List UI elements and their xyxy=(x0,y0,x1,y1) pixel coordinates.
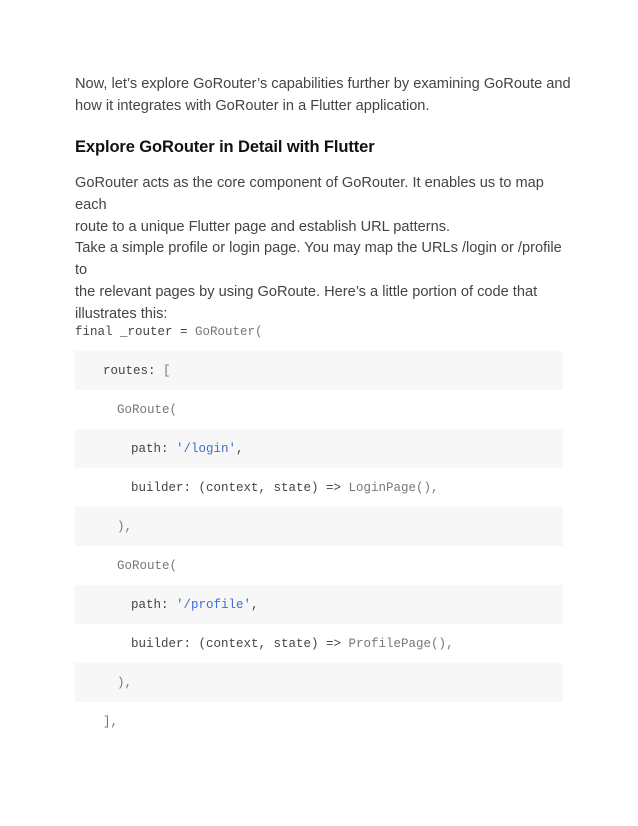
code-token: [ xyxy=(163,363,171,378)
intro-paragraph xyxy=(75,73,575,117)
p2-line-1: Take a simple profile or login page. You may map the URLs /login or /profile to xyxy=(75,240,562,278)
code-block xyxy=(75,312,563,741)
code-string: '/profile' xyxy=(176,597,252,612)
code-token: GoRoute( xyxy=(117,558,178,573)
code-token: path: xyxy=(131,597,177,612)
p2-line-2: the relevant pages by using GoRoute. Here’s a little portion of code that xyxy=(75,284,538,300)
code-token: , xyxy=(236,441,244,456)
section-paragraph-1 xyxy=(75,172,575,238)
code-token: LoginPage(), xyxy=(348,480,439,495)
code-string: '/login' xyxy=(176,441,237,456)
p1-line-2: route to a unique Flutter page and establish URL patterns. xyxy=(75,219,451,235)
code-line xyxy=(75,663,563,702)
code-token: builder: (context, state) => xyxy=(131,480,349,495)
code-line xyxy=(75,624,563,663)
p1-line-1: GoRouter acts as the core component of GoRouter. It enables us to map each xyxy=(75,175,544,213)
code-token: ), xyxy=(117,675,133,690)
code-line xyxy=(75,702,563,741)
p2-line-3: illustrates this: xyxy=(75,306,168,322)
code-token: routes: xyxy=(103,363,164,378)
code-line xyxy=(75,546,563,585)
code-token: path: xyxy=(131,441,177,456)
code-line xyxy=(75,351,563,390)
code-token: GoRoute( xyxy=(117,402,178,417)
code-line xyxy=(75,507,563,546)
code-line xyxy=(75,585,563,624)
code-token: , xyxy=(251,597,259,612)
intro-line-1: Now, let’s explore GoRouter’s capabilities further by examining GoRoute and xyxy=(75,76,571,92)
code-line xyxy=(75,429,563,468)
section-heading: Explore GoRouter in Detail with Flutter xyxy=(75,138,375,156)
code-token: ], xyxy=(103,714,119,729)
code-line xyxy=(75,468,563,507)
code-token: builder: (context, state) => xyxy=(131,636,349,651)
code-line xyxy=(75,312,563,351)
intro-line-2: how it integrates with GoRouter in a Flutter application. xyxy=(75,98,430,114)
code-token: ), xyxy=(117,519,133,534)
code-token: ProfilePage(), xyxy=(348,636,454,651)
code-token: final _router = xyxy=(75,324,196,339)
code-line xyxy=(75,390,563,429)
code-token: GoRouter( xyxy=(195,324,263,339)
